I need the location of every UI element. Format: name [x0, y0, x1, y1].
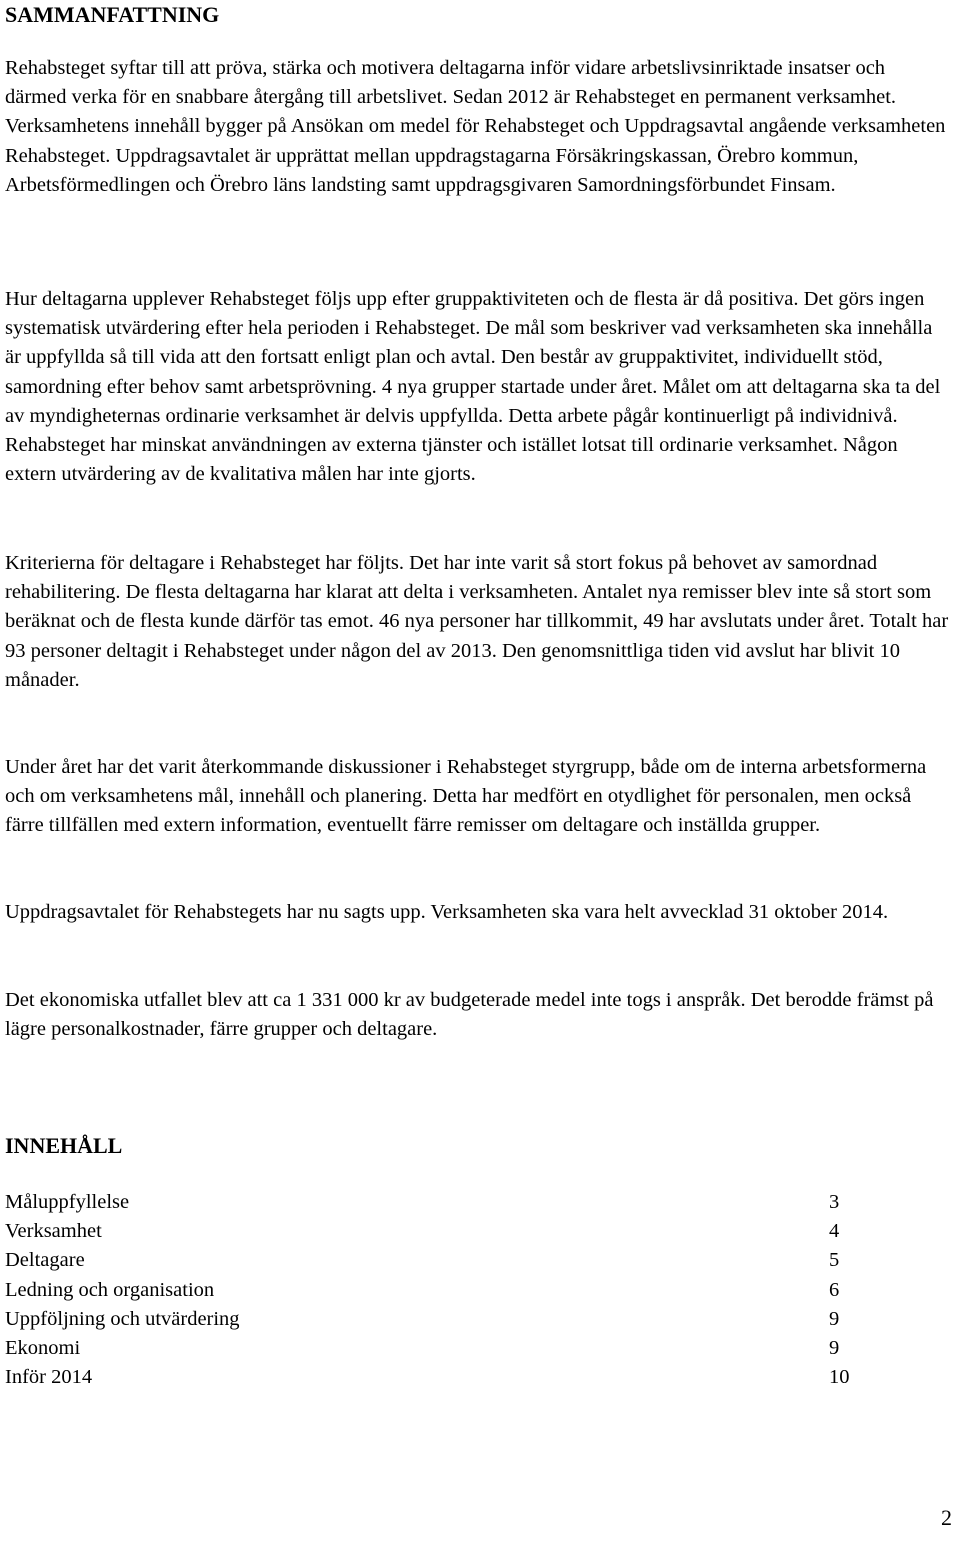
table-of-contents: [5, 1188, 875, 1392]
toc-entry[interactable]: [5, 1276, 875, 1305]
toc-entry[interactable]: [5, 1334, 875, 1363]
page-number: 2: [941, 1505, 952, 1530]
summary-paragraph: Uppdragsavtalet för Rehabstegets har nu sagts upp. Verksamheten ska vara helt avvecklad 31 oktober 2014.: [5, 901, 889, 923]
toc-entry-title: Deltagare: [5, 1249, 85, 1272]
toc-entry-title: Ledning och organisation: [5, 1278, 215, 1301]
toc-entry-title: Inför 2014: [5, 1366, 93, 1389]
toc-entry-page: 5: [829, 1249, 840, 1272]
toc-entry-page: 9: [829, 1307, 840, 1330]
summary-paragraph: Kriterierna för deltagare i Rehabsteget har följts. Det har inte varit så stort fokus på behovet av samordnad rehabilitering. De flesta deltagarna har klarat att delta i verksamheten. Antalet nya remisser blev inte så stort som beräknat och de flesta kunde därför tas emot. 46 nya personer har tillkommit, 49 har avslutats under året. Totalt har 93 personer deltagit i Rehabsteget under någon del av 2013. Den genomsnittliga tiden vid avslut har blivit 10 månader.: [5, 552, 949, 691]
summary-paragraph: Hur deltagarna upplever Rehabsteget följs upp efter gruppaktiviteten och de flesta är då positiva. Det görs ingen systematisk utvärdering efter hela perioden i Rehabsteget. De mål som beskriver vad verksamheten ska innehålla är uppfyllda så till vida att den fortsatt enligt plan och avtal. Den består av gruppaktivitet, individuellt stöd, samordning efter behov samt arbetsprövning. 4 nya grupper startade under året. Målet om att deltagarna ska ta del av myndigheternas ordinarie verksamhet är delvis uppfyllda. Detta arbete pågår kontinuerligt på individnivå. Rehabsteget har minskat användningen av externa tjänster och istället lotsat till ordinarie verksamhet. Någon extern utvärdering av de kvalitativa målen har inte gjorts.: [5, 288, 941, 486]
toc-entry-title: Ekonomi: [5, 1336, 81, 1359]
toc-entry[interactable]: [5, 1305, 875, 1334]
summary-paragraph: Rehabsteget syftar till att pröva, stärka och motivera deltagarna inför vidare arbetslivsinriktade insatser och därmed verka för en snabbare återgång till arbetslivet. Sedan 2012 är Rehabsteget en permanent verksamhet. Verksamhetens innehåll bygger på Ansökan om medel för Rehabsteget och Uppdragsavtal angående verksamheten Rehabsteget. Uppdragsavtalet är upprättat mellan uppdragstagarna Försäkringskassan, Örebro kommun, Arbetsförmedlingen och Örebro läns landsting samt uppdragsgivaren Samordningsförbundet Finsam.: [5, 57, 946, 196]
toc-entry-page: 9: [829, 1336, 840, 1359]
toc-entry-page: 4: [829, 1220, 840, 1243]
toc-entry-title: Uppföljning och utvärdering: [5, 1307, 240, 1330]
toc-entry[interactable]: [5, 1188, 875, 1217]
contents-heading: INNEHÅLL: [5, 1133, 123, 1158]
toc-entry-page: 3: [829, 1191, 840, 1213]
toc-entry[interactable]: [5, 1363, 875, 1392]
toc-entry[interactable]: [5, 1246, 875, 1275]
toc-entry-title: Måluppfyllelse: [5, 1191, 130, 1213]
toc-entry[interactable]: [5, 1217, 875, 1246]
summary-paragraph: Under året har det varit återkommande diskussioner i Rehabsteget styrgrupp, både om de interna arbetsformerna och om verksamhetens mål, innehåll och planering. Detta har medfört en otydlighet för personalen, men också färre tillfällen med extern information, eventuellt färre remisser om deltagare och inställda grupper.: [5, 756, 927, 837]
toc-entry-page: 6: [829, 1278, 840, 1301]
toc-entry-title: Verksamhet: [5, 1220, 102, 1243]
summary-heading: SAMMANFATTNING: [5, 2, 220, 27]
toc-entry-page: 10: [829, 1366, 850, 1389]
summary-paragraph: Det ekonomiska utfallet blev att ca 1 331 000 kr av budgeterade medel inte togs i anspråk. Det berodde främst på lägre personalkostnader, färre grupper och deltagare.: [5, 989, 934, 1041]
